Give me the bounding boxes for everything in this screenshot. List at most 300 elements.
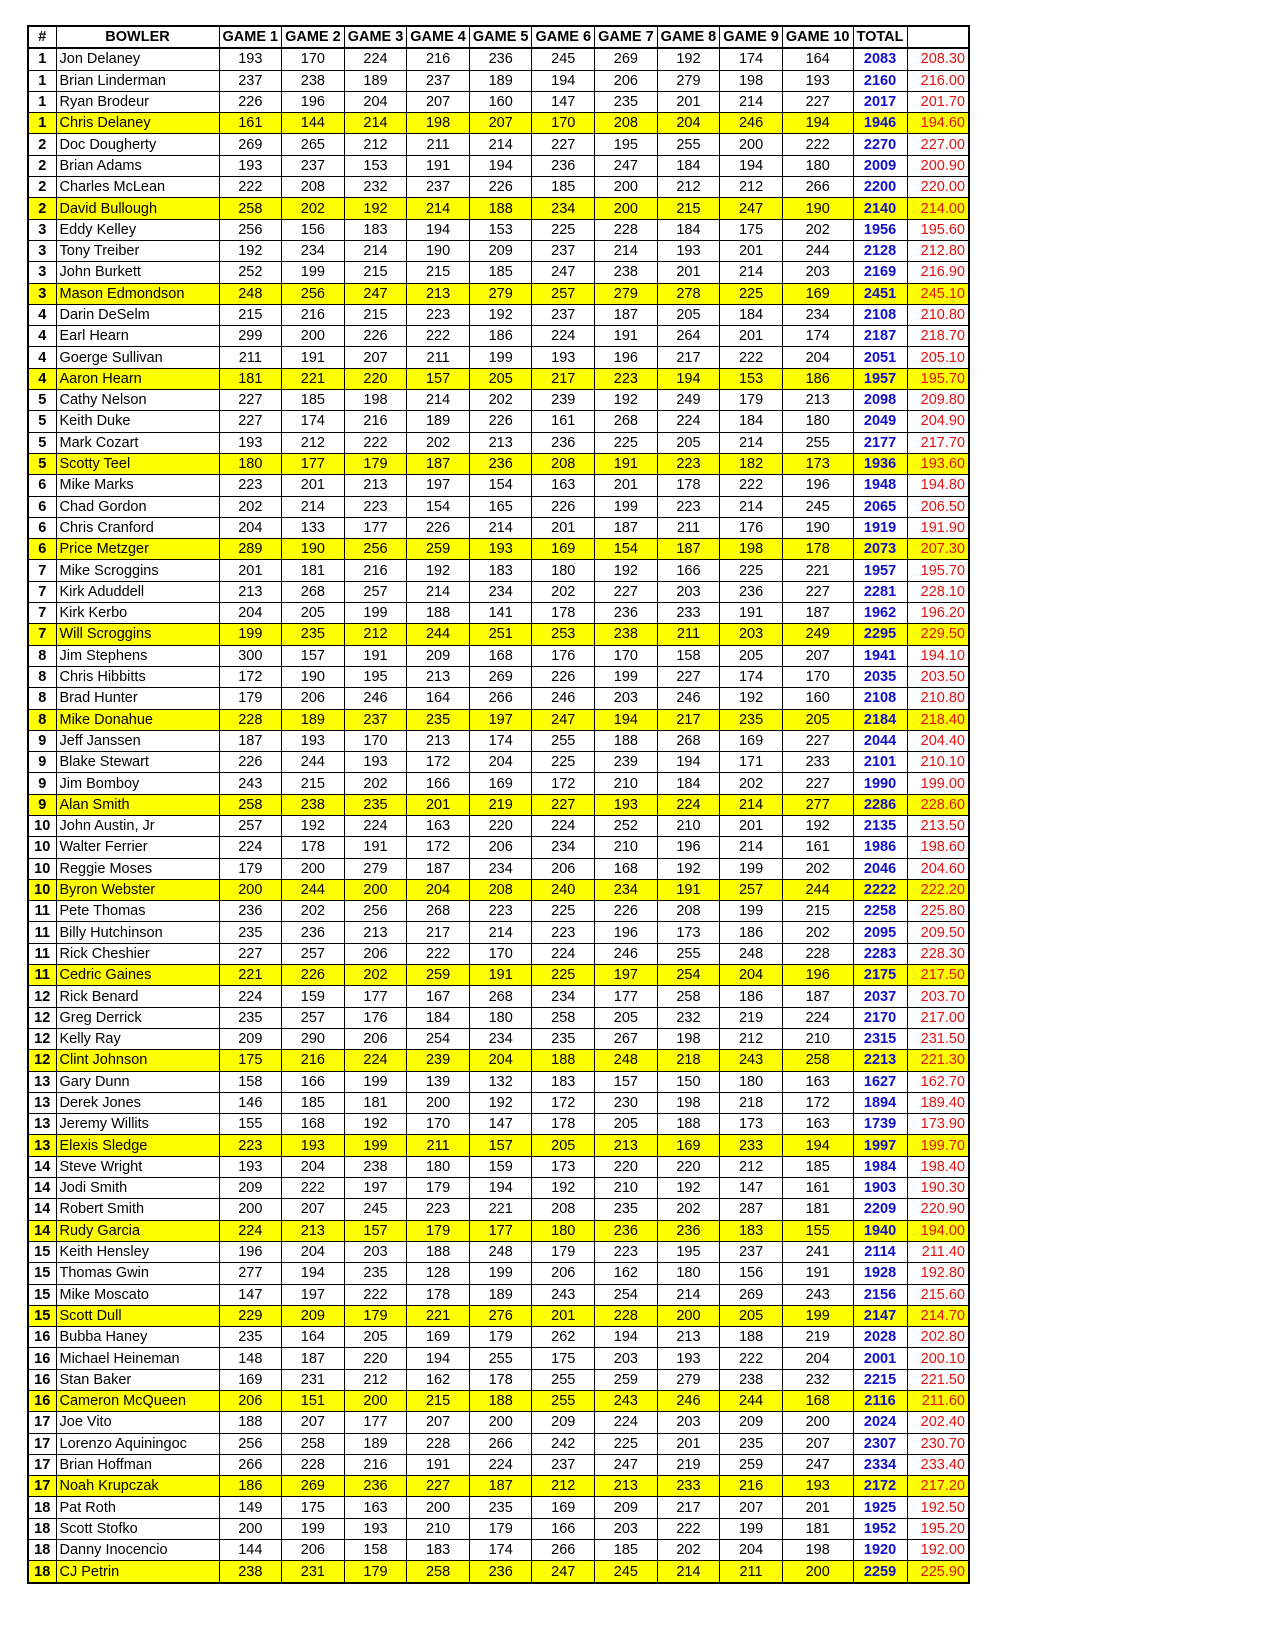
average-cell: 194.80 <box>907 475 969 496</box>
table-row <box>28 773 969 794</box>
game-7-score-cell: 247 <box>595 155 658 176</box>
game-3-score-cell: 193 <box>344 1518 407 1539</box>
game-3-score-cell: 204 <box>344 91 407 112</box>
game-7-score-cell: 252 <box>595 815 658 836</box>
game-7-score-cell: 196 <box>595 347 658 368</box>
game-8-score-cell: 211 <box>657 517 720 538</box>
game-7-score-cell: 224 <box>595 1412 658 1433</box>
game-10-score-cell: 241 <box>782 1241 853 1262</box>
game-1-score-cell: 188 <box>219 1412 282 1433</box>
game-2-score-cell: 207 <box>282 1412 345 1433</box>
game-6-score-cell: 217 <box>532 368 595 389</box>
table-row <box>28 1518 969 1539</box>
game-1-score-cell: 227 <box>219 390 282 411</box>
game-1-score-cell: 243 <box>219 773 282 794</box>
game-1-score-cell: 224 <box>219 837 282 858</box>
game-4-score-cell: 244 <box>407 624 470 645</box>
game-3-score-cell: 202 <box>344 965 407 986</box>
game-1-score-cell: 248 <box>219 283 282 304</box>
bowler-name-cell: Pete Thomas <box>56 901 219 922</box>
game-2-score-cell: 268 <box>282 581 345 602</box>
game-7-score-cell: 196 <box>595 922 658 943</box>
game-5-score-cell: 214 <box>469 134 532 155</box>
game-7-score-cell: 213 <box>595 1476 658 1497</box>
game-9-score-cell: 200 <box>720 134 783 155</box>
bowler-name-cell: Robert Smith <box>56 1199 219 1220</box>
game-6-score-cell: 247 <box>532 709 595 730</box>
rank-cell: 15 <box>28 1263 56 1284</box>
total-cell: 1894 <box>853 1092 907 1113</box>
average-cell: 211.40 <box>907 1241 969 1262</box>
total-cell: 2147 <box>853 1305 907 1326</box>
game-8-score-cell: 194 <box>657 752 720 773</box>
rank-cell: 17 <box>28 1433 56 1454</box>
game-2-score-cell: 235 <box>282 624 345 645</box>
bowler-name-cell: Aaron Hearn <box>56 368 219 389</box>
game-9-score-cell: 209 <box>720 1412 783 1433</box>
table-row <box>28 730 969 751</box>
game-6-score-cell: 201 <box>532 1305 595 1326</box>
game-3-score-cell: 203 <box>344 1241 407 1262</box>
game-4-score-cell: 188 <box>407 603 470 624</box>
game-1-score-cell: 209 <box>219 1178 282 1199</box>
game-2-score-cell: 215 <box>282 773 345 794</box>
game-7-score-cell: 228 <box>595 219 658 240</box>
total-cell: 2035 <box>853 666 907 687</box>
bowler-name-cell: Alan Smith <box>56 794 219 815</box>
game-9-score-cell: 233 <box>720 1135 783 1156</box>
game-1-score-cell: 258 <box>219 794 282 815</box>
game-3-score-cell: 197 <box>344 1178 407 1199</box>
game-4-score-cell: 268 <box>407 901 470 922</box>
game-7-score-cell: 279 <box>595 283 658 304</box>
game-2-score-cell: 228 <box>282 1454 345 1475</box>
game-7-score-cell: 194 <box>595 1327 658 1348</box>
game-10-score-cell: 163 <box>782 1071 853 1092</box>
header-row <box>28 26 969 48</box>
game-10-score-cell: 172 <box>782 1092 853 1113</box>
rank-cell: 14 <box>28 1199 56 1220</box>
game-2-score-cell: 222 <box>282 1178 345 1199</box>
rank-cell: 15 <box>28 1305 56 1326</box>
game-2-score-cell: 226 <box>282 965 345 986</box>
game-8-score-cell: 195 <box>657 1241 720 1262</box>
total-cell: 2009 <box>853 155 907 176</box>
game-6-score-cell: 258 <box>532 1007 595 1028</box>
header-game-7: GAME 7 <box>595 26 658 48</box>
total-cell: 2114 <box>853 1241 907 1262</box>
game-7-score-cell: 193 <box>595 794 658 815</box>
game-2-score-cell: 187 <box>282 1348 345 1369</box>
game-1-score-cell: 200 <box>219 1199 282 1220</box>
game-4-score-cell: 172 <box>407 837 470 858</box>
average-cell: 192.80 <box>907 1263 969 1284</box>
total-cell: 2044 <box>853 730 907 751</box>
game-6-score-cell: 169 <box>532 539 595 560</box>
game-4-score-cell: 179 <box>407 1220 470 1241</box>
game-10-score-cell: 227 <box>782 581 853 602</box>
game-9-score-cell: 174 <box>720 48 783 70</box>
average-cell: 204.90 <box>907 411 969 432</box>
rank-cell: 3 <box>28 283 56 304</box>
game-7-score-cell: 225 <box>595 432 658 453</box>
game-9-score-cell: 201 <box>720 240 783 261</box>
game-10-score-cell: 185 <box>782 1156 853 1177</box>
game-3-score-cell: 177 <box>344 1412 407 1433</box>
game-1-score-cell: 181 <box>219 368 282 389</box>
game-7-score-cell: 245 <box>595 1561 658 1583</box>
game-5-score-cell: 224 <box>469 1454 532 1475</box>
game-9-score-cell: 171 <box>720 752 783 773</box>
header-game-3: GAME 3 <box>344 26 407 48</box>
total-cell: 1903 <box>853 1178 907 1199</box>
bowler-name-cell: Price Metzger <box>56 539 219 560</box>
game-1-score-cell: 236 <box>219 901 282 922</box>
game-1-score-cell: 180 <box>219 453 282 474</box>
rank-cell: 6 <box>28 539 56 560</box>
game-2-score-cell: 231 <box>282 1369 345 1390</box>
game-6-score-cell: 201 <box>532 517 595 538</box>
game-4-score-cell: 216 <box>407 48 470 70</box>
game-9-score-cell: 222 <box>720 1348 783 1369</box>
game-6-score-cell: 176 <box>532 645 595 666</box>
game-5-score-cell: 154 <box>469 475 532 496</box>
game-7-score-cell: 246 <box>595 943 658 964</box>
game-1-score-cell: 206 <box>219 1391 282 1412</box>
game-10-score-cell: 266 <box>782 177 853 198</box>
game-6-score-cell: 237 <box>532 304 595 325</box>
game-6-score-cell: 166 <box>532 1518 595 1539</box>
table-row <box>28 1114 969 1135</box>
game-9-score-cell: 203 <box>720 624 783 645</box>
table-row <box>28 858 969 879</box>
game-5-score-cell: 236 <box>469 48 532 70</box>
game-6-score-cell: 246 <box>532 688 595 709</box>
table-row <box>28 113 969 134</box>
total-cell: 1941 <box>853 645 907 666</box>
game-8-score-cell: 204 <box>657 113 720 134</box>
bowler-name-cell: Cameron McQueen <box>56 1391 219 1412</box>
average-cell: 217.50 <box>907 965 969 986</box>
game-2-score-cell: 170 <box>282 48 345 70</box>
game-1-score-cell: 148 <box>219 1348 282 1369</box>
game-4-score-cell: 222 <box>407 943 470 964</box>
game-5-score-cell: 141 <box>469 603 532 624</box>
table-row <box>28 1156 969 1177</box>
game-3-score-cell: 200 <box>344 1391 407 1412</box>
game-4-score-cell: 154 <box>407 496 470 517</box>
game-10-score-cell: 161 <box>782 1178 853 1199</box>
game-4-score-cell: 191 <box>407 155 470 176</box>
game-7-score-cell: 191 <box>595 326 658 347</box>
table-row <box>28 539 969 560</box>
average-cell: 231.50 <box>907 1028 969 1049</box>
game-5-score-cell: 189 <box>469 1284 532 1305</box>
game-4-score-cell: 128 <box>407 1263 470 1284</box>
game-10-score-cell: 202 <box>782 922 853 943</box>
game-5-score-cell: 220 <box>469 815 532 836</box>
rank-cell: 9 <box>28 773 56 794</box>
average-cell: 194.10 <box>907 645 969 666</box>
bowler-name-cell: Chris Delaney <box>56 113 219 134</box>
game-3-score-cell: 181 <box>344 1092 407 1113</box>
game-1-score-cell: 193 <box>219 432 282 453</box>
table-row <box>28 1391 969 1412</box>
game-10-score-cell: 178 <box>782 539 853 560</box>
game-5-score-cell: 236 <box>469 1561 532 1583</box>
average-cell: 192.50 <box>907 1497 969 1518</box>
table-row <box>28 283 969 304</box>
rank-cell: 2 <box>28 198 56 219</box>
total-cell: 2156 <box>853 1284 907 1305</box>
game-6-score-cell: 170 <box>532 113 595 134</box>
game-7-score-cell: 154 <box>595 539 658 560</box>
game-1-score-cell: 257 <box>219 815 282 836</box>
game-2-score-cell: 199 <box>282 262 345 283</box>
game-5-score-cell: 214 <box>469 922 532 943</box>
game-3-score-cell: 163 <box>344 1497 407 1518</box>
bowler-name-cell: Derek Jones <box>56 1092 219 1113</box>
game-10-score-cell: 232 <box>782 1369 853 1390</box>
game-8-score-cell: 223 <box>657 496 720 517</box>
rank-cell: 18 <box>28 1540 56 1561</box>
game-1-score-cell: 161 <box>219 113 282 134</box>
game-3-score-cell: 212 <box>344 134 407 155</box>
average-cell: 216.90 <box>907 262 969 283</box>
game-2-score-cell: 193 <box>282 1135 345 1156</box>
game-6-score-cell: 227 <box>532 794 595 815</box>
game-9-score-cell: 247 <box>720 198 783 219</box>
total-cell: 2065 <box>853 496 907 517</box>
rank-cell: 16 <box>28 1369 56 1390</box>
game-7-score-cell: 223 <box>595 368 658 389</box>
game-10-score-cell: 233 <box>782 752 853 773</box>
game-6-score-cell: 188 <box>532 1050 595 1071</box>
total-cell: 2215 <box>853 1369 907 1390</box>
game-7-score-cell: 248 <box>595 1050 658 1071</box>
game-6-score-cell: 224 <box>532 326 595 347</box>
rank-cell: 16 <box>28 1348 56 1369</box>
game-9-score-cell: 175 <box>720 219 783 240</box>
game-10-score-cell: 243 <box>782 1284 853 1305</box>
game-1-score-cell: 235 <box>219 1007 282 1028</box>
bowler-name-cell: Doc Dougherty <box>56 134 219 155</box>
game-10-score-cell: 244 <box>782 240 853 261</box>
game-6-score-cell: 179 <box>532 1241 595 1262</box>
game-9-score-cell: 214 <box>720 794 783 815</box>
game-3-score-cell: 215 <box>344 262 407 283</box>
rank-cell: 13 <box>28 1114 56 1135</box>
game-5-score-cell: 223 <box>469 901 532 922</box>
game-4-score-cell: 237 <box>407 70 470 91</box>
average-cell: 225.90 <box>907 1561 969 1583</box>
total-cell: 1997 <box>853 1135 907 1156</box>
total-cell: 2295 <box>853 624 907 645</box>
game-2-score-cell: 257 <box>282 1007 345 1028</box>
game-7-score-cell: 199 <box>595 496 658 517</box>
rank-cell: 11 <box>28 922 56 943</box>
game-9-score-cell: 169 <box>720 730 783 751</box>
game-3-score-cell: 176 <box>344 1007 407 1028</box>
game-7-score-cell: 227 <box>595 581 658 602</box>
game-8-score-cell: 184 <box>657 219 720 240</box>
game-5-score-cell: 189 <box>469 70 532 91</box>
table-row <box>28 603 969 624</box>
game-9-score-cell: 246 <box>720 113 783 134</box>
game-4-score-cell: 172 <box>407 752 470 773</box>
game-10-score-cell: 224 <box>782 1007 853 1028</box>
game-2-score-cell: 200 <box>282 326 345 347</box>
game-7-score-cell: 192 <box>595 390 658 411</box>
total-cell: 2213 <box>853 1050 907 1071</box>
table-row <box>28 1178 969 1199</box>
game-3-score-cell: 220 <box>344 1348 407 1369</box>
average-cell: 213.50 <box>907 815 969 836</box>
average-cell: 222.20 <box>907 879 969 900</box>
average-cell: 230.70 <box>907 1433 969 1454</box>
game-8-score-cell: 264 <box>657 326 720 347</box>
total-cell: 1957 <box>853 368 907 389</box>
game-8-score-cell: 246 <box>657 1391 720 1412</box>
game-1-score-cell: 224 <box>219 1220 282 1241</box>
game-7-score-cell: 168 <box>595 858 658 879</box>
game-7-score-cell: 210 <box>595 773 658 794</box>
rank-cell: 11 <box>28 965 56 986</box>
game-5-score-cell: 276 <box>469 1305 532 1326</box>
table-row <box>28 1327 969 1348</box>
game-10-score-cell: 245 <box>782 496 853 517</box>
rank-cell: 6 <box>28 517 56 538</box>
game-3-score-cell: 207 <box>344 347 407 368</box>
table-row <box>28 688 969 709</box>
game-5-score-cell: 165 <box>469 496 532 517</box>
game-2-score-cell: 194 <box>282 1263 345 1284</box>
total-cell: 2160 <box>853 70 907 91</box>
average-cell: 221.30 <box>907 1050 969 1071</box>
game-3-score-cell: 214 <box>344 113 407 134</box>
total-cell: 2258 <box>853 901 907 922</box>
game-10-score-cell: 277 <box>782 794 853 815</box>
game-5-score-cell: 168 <box>469 645 532 666</box>
bowler-name-cell: Ryan Brodeur <box>56 91 219 112</box>
total-cell: 1962 <box>853 603 907 624</box>
total-cell: 2140 <box>853 198 907 219</box>
game-10-score-cell: 222 <box>782 134 853 155</box>
game-2-score-cell: 265 <box>282 134 345 155</box>
game-6-score-cell: 185 <box>532 177 595 198</box>
bowler-name-cell: David Bullough <box>56 198 219 219</box>
game-3-score-cell: 224 <box>344 815 407 836</box>
header-game-1: GAME 1 <box>219 26 282 48</box>
game-8-score-cell: 201 <box>657 262 720 283</box>
game-7-score-cell: 236 <box>595 1220 658 1241</box>
bowler-name-cell: Keith Hensley <box>56 1241 219 1262</box>
game-3-score-cell: 212 <box>344 1369 407 1390</box>
game-3-score-cell: 179 <box>344 453 407 474</box>
game-1-score-cell: 289 <box>219 539 282 560</box>
game-1-score-cell: 227 <box>219 943 282 964</box>
bowler-name-cell: Jeff Janssen <box>56 730 219 751</box>
rank-cell: 7 <box>28 624 56 645</box>
game-9-score-cell: 244 <box>720 1391 783 1412</box>
game-6-score-cell: 208 <box>532 1199 595 1220</box>
game-5-score-cell: 179 <box>469 1518 532 1539</box>
game-2-score-cell: 174 <box>282 411 345 432</box>
game-6-score-cell: 234 <box>532 837 595 858</box>
game-3-score-cell: 198 <box>344 390 407 411</box>
game-6-score-cell: 169 <box>532 1497 595 1518</box>
game-9-score-cell: 257 <box>720 879 783 900</box>
game-7-score-cell: 170 <box>595 645 658 666</box>
game-3-score-cell: 237 <box>344 709 407 730</box>
game-9-score-cell: 194 <box>720 155 783 176</box>
game-9-score-cell: 198 <box>720 70 783 91</box>
game-7-score-cell: 185 <box>595 1540 658 1561</box>
game-6-score-cell: 206 <box>532 1263 595 1284</box>
game-9-score-cell: 204 <box>720 965 783 986</box>
total-cell: 1957 <box>853 560 907 581</box>
game-1-score-cell: 277 <box>219 1263 282 1284</box>
rank-cell: 2 <box>28 177 56 198</box>
game-7-score-cell: 203 <box>595 1348 658 1369</box>
rank-cell: 7 <box>28 603 56 624</box>
total-cell: 2116 <box>853 1391 907 1412</box>
game-5-score-cell: 180 <box>469 1007 532 1028</box>
game-10-score-cell: 193 <box>782 70 853 91</box>
game-8-score-cell: 166 <box>657 560 720 581</box>
bowler-name-cell: Mike Marks <box>56 475 219 496</box>
rank-cell: 1 <box>28 113 56 134</box>
bowler-name-cell: Charles McLean <box>56 177 219 198</box>
game-4-score-cell: 211 <box>407 134 470 155</box>
average-cell: 220.00 <box>907 177 969 198</box>
game-4-score-cell: 258 <box>407 1561 470 1583</box>
game-3-score-cell: 158 <box>344 1540 407 1561</box>
bowler-name-cell: Brian Hoffman <box>56 1454 219 1475</box>
game-6-score-cell: 236 <box>532 432 595 453</box>
average-cell: 217.70 <box>907 432 969 453</box>
game-7-score-cell: 267 <box>595 1028 658 1049</box>
bowler-name-cell: Mark Cozart <box>56 432 219 453</box>
game-2-score-cell: 208 <box>282 177 345 198</box>
header-rank: # <box>28 26 56 48</box>
game-8-score-cell: 233 <box>657 1476 720 1497</box>
game-1-score-cell: 224 <box>219 986 282 1007</box>
total-cell: 2209 <box>853 1199 907 1220</box>
game-2-score-cell: 189 <box>282 709 345 730</box>
game-4-score-cell: 207 <box>407 1412 470 1433</box>
game-10-score-cell: 170 <box>782 666 853 687</box>
bowler-name-cell: Jim Bomboy <box>56 773 219 794</box>
average-cell: 192.00 <box>907 1540 969 1561</box>
table-row <box>28 496 969 517</box>
game-9-score-cell: 188 <box>720 1327 783 1348</box>
game-9-score-cell: 222 <box>720 347 783 368</box>
bowler-name-cell: Clint Johnson <box>56 1050 219 1071</box>
game-5-score-cell: 174 <box>469 1540 532 1561</box>
bowler-name-cell: Goerge Sullivan <box>56 347 219 368</box>
game-3-score-cell: 245 <box>344 1199 407 1220</box>
game-5-score-cell: 169 <box>469 773 532 794</box>
game-6-score-cell: 173 <box>532 1156 595 1177</box>
game-1-score-cell: 252 <box>219 262 282 283</box>
game-7-score-cell: 214 <box>595 240 658 261</box>
average-cell: 202.40 <box>907 1412 969 1433</box>
game-1-score-cell: 223 <box>219 475 282 496</box>
game-10-score-cell: 193 <box>782 1476 853 1497</box>
game-10-score-cell: 227 <box>782 91 853 112</box>
bowler-name-cell: Michael Heineman <box>56 1348 219 1369</box>
